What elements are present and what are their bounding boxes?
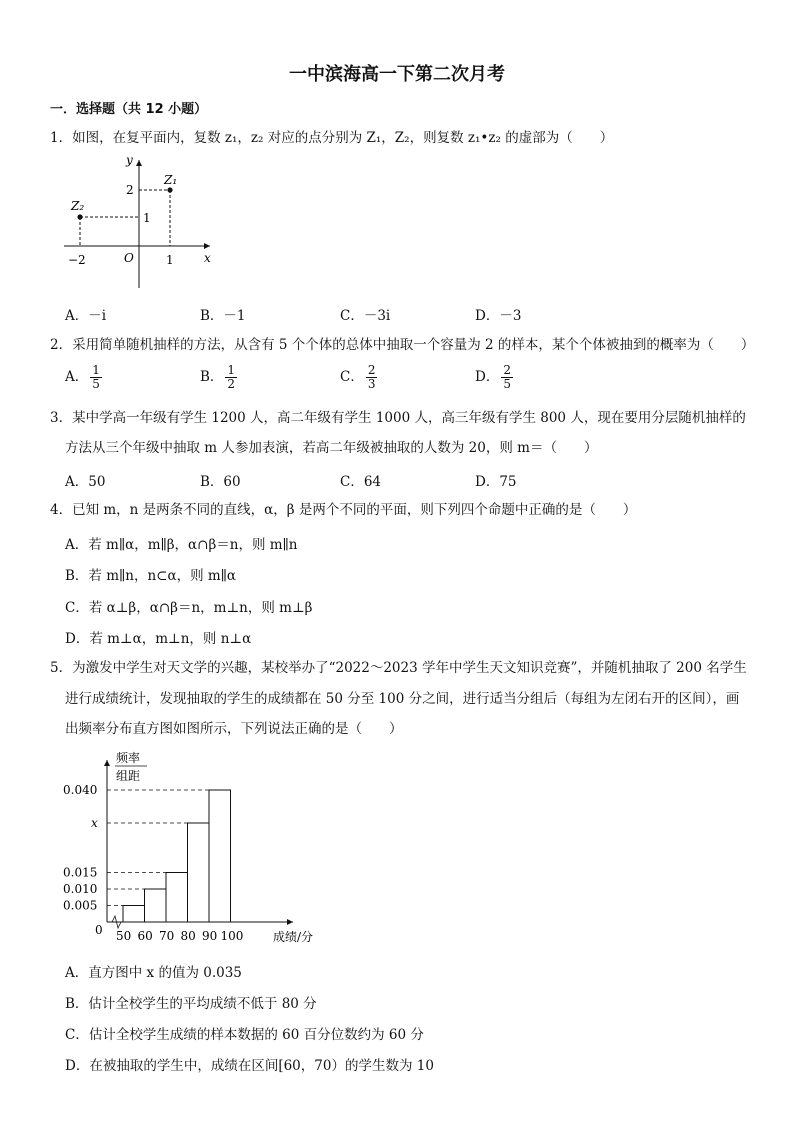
ylabel-top: 频率: [116, 751, 141, 765]
x-tick-label: 60: [137, 929, 153, 943]
q2-option-c: [340, 364, 377, 391]
q2-option-b: [200, 364, 237, 391]
q3-option-a: A．50: [65, 474, 106, 490]
y-tick-label: 0.005: [63, 898, 98, 913]
q2-option-d: [475, 364, 513, 391]
tick-x-1: 1: [166, 253, 174, 267]
q3-option-c: C．64: [340, 474, 382, 490]
y-tick-label: 0.010: [63, 882, 98, 896]
q4-option-a: A．若 m∥α，m∥β，α∩β＝n，则 m∥n: [65, 537, 298, 553]
label-z2: Z₂: [71, 199, 85, 213]
q5-stem-line1: 5．为激发中学生对天文学的兴趣，某校举办了“2022～2023 学年中学生天文知识竞赛”，并随机抽取了 200 名学生: [50, 660, 747, 676]
fraction: $\frac{1}{2}$: [227, 363, 236, 391]
q1-stem: 1．如图，在复平面内，复数 z₁，z₂ 对应的点分别为 Z₁，Z₂，则复数 z₁•z₂ 的虚部为（ ）: [50, 130, 614, 146]
q1-option-c: C．－3i: [340, 308, 391, 324]
y-tick-label: 0.040: [63, 783, 98, 797]
x-tick-label: 80: [180, 929, 196, 943]
label-z1: Z₁: [164, 173, 178, 187]
x-tick-label: 90: [202, 929, 218, 943]
x-tick-label: 100: [220, 929, 244, 943]
q4-option-b: B．若 m∥n，n⊂α，则 m∥α: [65, 568, 237, 584]
tick-x-minus-2: −2: [68, 253, 86, 267]
point-z1: [167, 187, 172, 192]
q2-option-a: [65, 364, 102, 391]
q1-option-a: A．－i: [65, 308, 107, 324]
histogram-bar: [209, 790, 231, 922]
q1-complex-plane-figure: [58, 150, 228, 295]
tick-y-1: 1: [143, 211, 151, 225]
q5-option-c: C．估计全校学生成绩的样本数据的 60 百分位数约为 60 分: [65, 1027, 424, 1043]
section-heading: 一．选择题（共 12 小题）: [50, 102, 208, 117]
origin-label: 0: [95, 923, 103, 937]
tick-y-2: 2: [126, 183, 134, 197]
q5-option-b: B．估计全校学生的平均成绩不低于 80 分: [65, 996, 317, 1012]
histogram-bar: [123, 906, 145, 923]
y-axis-label: y: [126, 153, 133, 167]
fraction: $\frac{2}{3}$: [367, 363, 376, 391]
q3-option-b: B．60: [200, 474, 241, 490]
ylabel-bottom: 组距: [116, 769, 141, 783]
q3-option-d: D．75: [475, 474, 517, 490]
q4-option-d: D．若 m⊥α，m⊥n，则 n⊥α: [65, 631, 252, 647]
q5-option-d: D．在被抽取的学生中，成绩在区间[60，70）的学生数为 10: [65, 1058, 434, 1074]
fraction: $\frac{1}{5}$: [92, 363, 100, 391]
point-z2: [77, 214, 82, 219]
option-letter: D．: [475, 369, 500, 385]
q3-stem-line1: 3．某中学高一年级有学生 1200 人，高二年级有学生 1000 人，高三年级有学生 800 人，现在要用分层随机抽样的: [50, 410, 746, 426]
q4-stem: 4．已知 m，n 是两条不同的直线，α，β 是两个不同的平面，则下列四个命题中正确的是（ ）: [50, 502, 637, 518]
x-axis-label: x: [204, 251, 211, 265]
q5-stem-line3: 出频率分布直方图如图所示，下列说法正确的是（ ）: [65, 721, 403, 737]
fraction: $\frac{2}{5}$: [503, 363, 511, 391]
q1-option-b: B．－1: [200, 308, 246, 324]
q4-option-c: C．若 α⊥β，α∩β＝n，m⊥n，则 m⊥β: [65, 600, 313, 616]
q3-stem-line2: 方法从三个年级中抽取 m 人参加表演，若高二年级被抽取的人数为 20，则 m＝（ ）: [65, 440, 598, 456]
origin-label: O: [124, 251, 134, 265]
histogram-bar: [188, 823, 210, 922]
histogram-bar: [166, 873, 188, 923]
frequency-histogram: [55, 748, 345, 948]
x-tick-label: 70: [159, 929, 175, 943]
q2-stem: 2．采用简单随机抽样的方法，从含有 5 个个体的总体中抽取一个容量为 2 的样本，某个个体被抽到的概率为（ ）: [50, 337, 755, 353]
option-letter: A．: [65, 369, 89, 385]
y-tick-label: x: [91, 816, 98, 830]
xlabel: 成绩/分: [273, 930, 314, 944]
page-title: 一中滨海高一下第二次月考: [289, 64, 505, 85]
option-letter: C．: [340, 369, 364, 385]
x-tick-label: 50: [116, 929, 132, 943]
q5-option-a: A．直方图中 x 的值为 0.035: [65, 965, 242, 981]
y-tick-label: 0.015: [63, 865, 98, 880]
q5-stem-line2: 进行成绩统计，发现抽取的学生的成绩都在 50 分至 100 分之间，进行适当分组后（每组为左闭右开的区间），画: [65, 691, 740, 707]
histogram-bar: [145, 889, 167, 922]
q1-option-d: D．－3: [475, 308, 522, 324]
option-letter: B．: [200, 369, 224, 385]
